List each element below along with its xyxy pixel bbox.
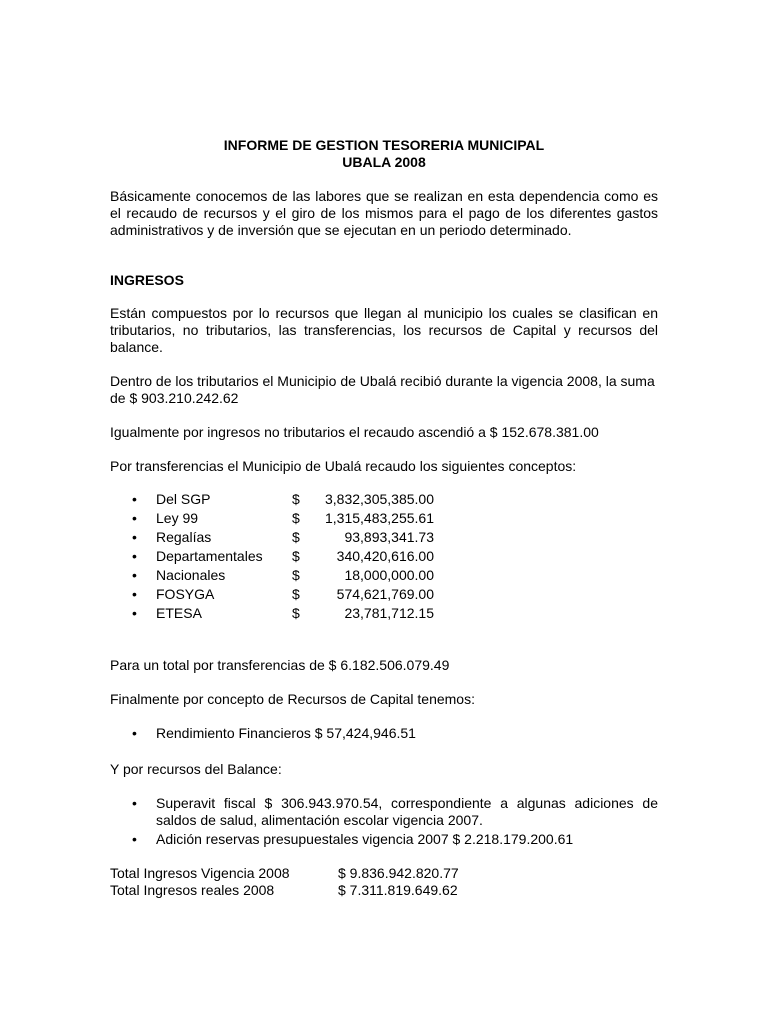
list-item bbox=[132, 585, 434, 604]
transferencias-paragraph: Por transferencias el Municipio de Ubalá recaudo los siguientes conceptos: bbox=[110, 458, 577, 474]
total-value: $ 7.311.819.649.62 bbox=[338, 882, 458, 898]
transfer-name: Departamentales bbox=[156, 548, 263, 564]
transfer-amount: 1,315,483,255.61 bbox=[325, 510, 434, 526]
transfer-currency: $ bbox=[292, 548, 300, 564]
list-item bbox=[132, 547, 434, 566]
transfer-currency: $ bbox=[292, 491, 300, 507]
title-line-1: INFORME DE GESTION TESORERIA MUNICIPAL bbox=[223, 137, 545, 153]
balance-item: Adición reservas presupuestales vigencia 2007 $ 2.218.179.200.61 bbox=[156, 831, 574, 847]
transfer-currency: $ bbox=[292, 510, 300, 526]
list-item bbox=[132, 724, 416, 743]
transfer-name: Del SGP bbox=[156, 491, 211, 507]
balance-list bbox=[132, 795, 658, 850]
total-row bbox=[110, 882, 459, 899]
bullet-icon: • bbox=[132, 510, 137, 526]
capital-item: Rendimiento Financieros $ 57,424,946.51 bbox=[156, 725, 416, 741]
transfer-amount: 340,420,616.00 bbox=[336, 548, 434, 564]
transfer-amount: 3,832,305,385.00 bbox=[325, 491, 434, 507]
bullet-icon: • bbox=[132, 548, 137, 564]
total-label: Total Ingresos reales 2008 bbox=[110, 882, 275, 898]
total-label: Total Ingresos Vigencia 2008 bbox=[110, 865, 290, 881]
balance-item: Superavit fiscal $ 306.943.970.54, correspondiente a algunas adiciones de saldos de salud, alimentación escolar vigencia 2007. bbox=[156, 795, 658, 828]
total-transferencias-paragraph: Para un total por transferencias de $ 6.182.506.079.49 bbox=[110, 657, 450, 673]
list-item bbox=[132, 604, 434, 623]
bullet-icon: • bbox=[132, 567, 137, 583]
transfer-currency: $ bbox=[292, 605, 300, 621]
transfer-currency: $ bbox=[292, 586, 300, 602]
intro-paragraph: Básicamente conocemos de las labores que se realizan en esta dependencia como es el recaudo de recursos y el giro de los mismos para el pago de los diferentes gastos administrativos y de inversión que se ejecutan en un periodo determinado. bbox=[110, 188, 658, 238]
transfer-amount: 574,621,769.00 bbox=[336, 586, 434, 602]
list-item bbox=[132, 566, 434, 585]
ingresos-heading: INGRESOS bbox=[110, 272, 184, 288]
list-item bbox=[132, 831, 658, 848]
list-item bbox=[132, 795, 658, 829]
bullet-icon: • bbox=[132, 831, 137, 847]
transfer-name: Regalías bbox=[156, 529, 212, 545]
balance-paragraph: Y por recursos del Balance: bbox=[110, 761, 282, 777]
transfer-currency: $ bbox=[292, 529, 300, 545]
transfer-currency: $ bbox=[292, 567, 300, 583]
transfer-name: FOSYGA bbox=[156, 586, 215, 602]
total-value: $ 9.836.942.820.77 bbox=[338, 865, 459, 881]
bullet-icon: • bbox=[132, 605, 137, 621]
totals-block bbox=[110, 865, 459, 899]
capital-list bbox=[132, 724, 416, 743]
list-item bbox=[132, 509, 434, 528]
no-tributarios-paragraph: Igualmente por ingresos no tributarios el recaudo ascendió a $ 152.678.381.00 bbox=[110, 424, 599, 440]
composicion-paragraph: Están compuestos por lo recursos que llegan al municipio los cuales se clasifican en tributarios, no tributarios, las transferencias, los recursos de Capital y recursos del balance. bbox=[110, 305, 658, 355]
transfer-name: Ley 99 bbox=[156, 510, 199, 526]
list-item bbox=[132, 528, 434, 547]
tributarios-paragraph: Dentro de los tributarios el Municipio de Ubalá recibió durante la vigencia 2008, la suma de $ 903.210.242.62 bbox=[110, 373, 655, 406]
bullet-icon: • bbox=[132, 795, 137, 811]
transfer-name: ETESA bbox=[156, 605, 202, 621]
bullet-icon: • bbox=[132, 586, 137, 602]
bullet-icon: • bbox=[132, 725, 137, 741]
title-line-2: UBALA 2008 bbox=[342, 154, 426, 170]
transfer-name: Nacionales bbox=[156, 567, 226, 583]
transfer-amount: 18,000,000.00 bbox=[344, 567, 434, 583]
transferencias-list bbox=[132, 490, 434, 623]
document-title bbox=[110, 137, 658, 171]
transfer-amount: 23,781,712.15 bbox=[344, 605, 434, 621]
bullet-icon: • bbox=[132, 529, 137, 545]
list-item bbox=[132, 490, 434, 509]
bullet-icon: • bbox=[132, 491, 137, 507]
transfer-amount: 93,893,341.73 bbox=[344, 529, 434, 545]
capital-paragraph: Finalmente por concepto de Recursos de Capital tenemos: bbox=[110, 691, 475, 707]
total-row bbox=[110, 865, 459, 882]
